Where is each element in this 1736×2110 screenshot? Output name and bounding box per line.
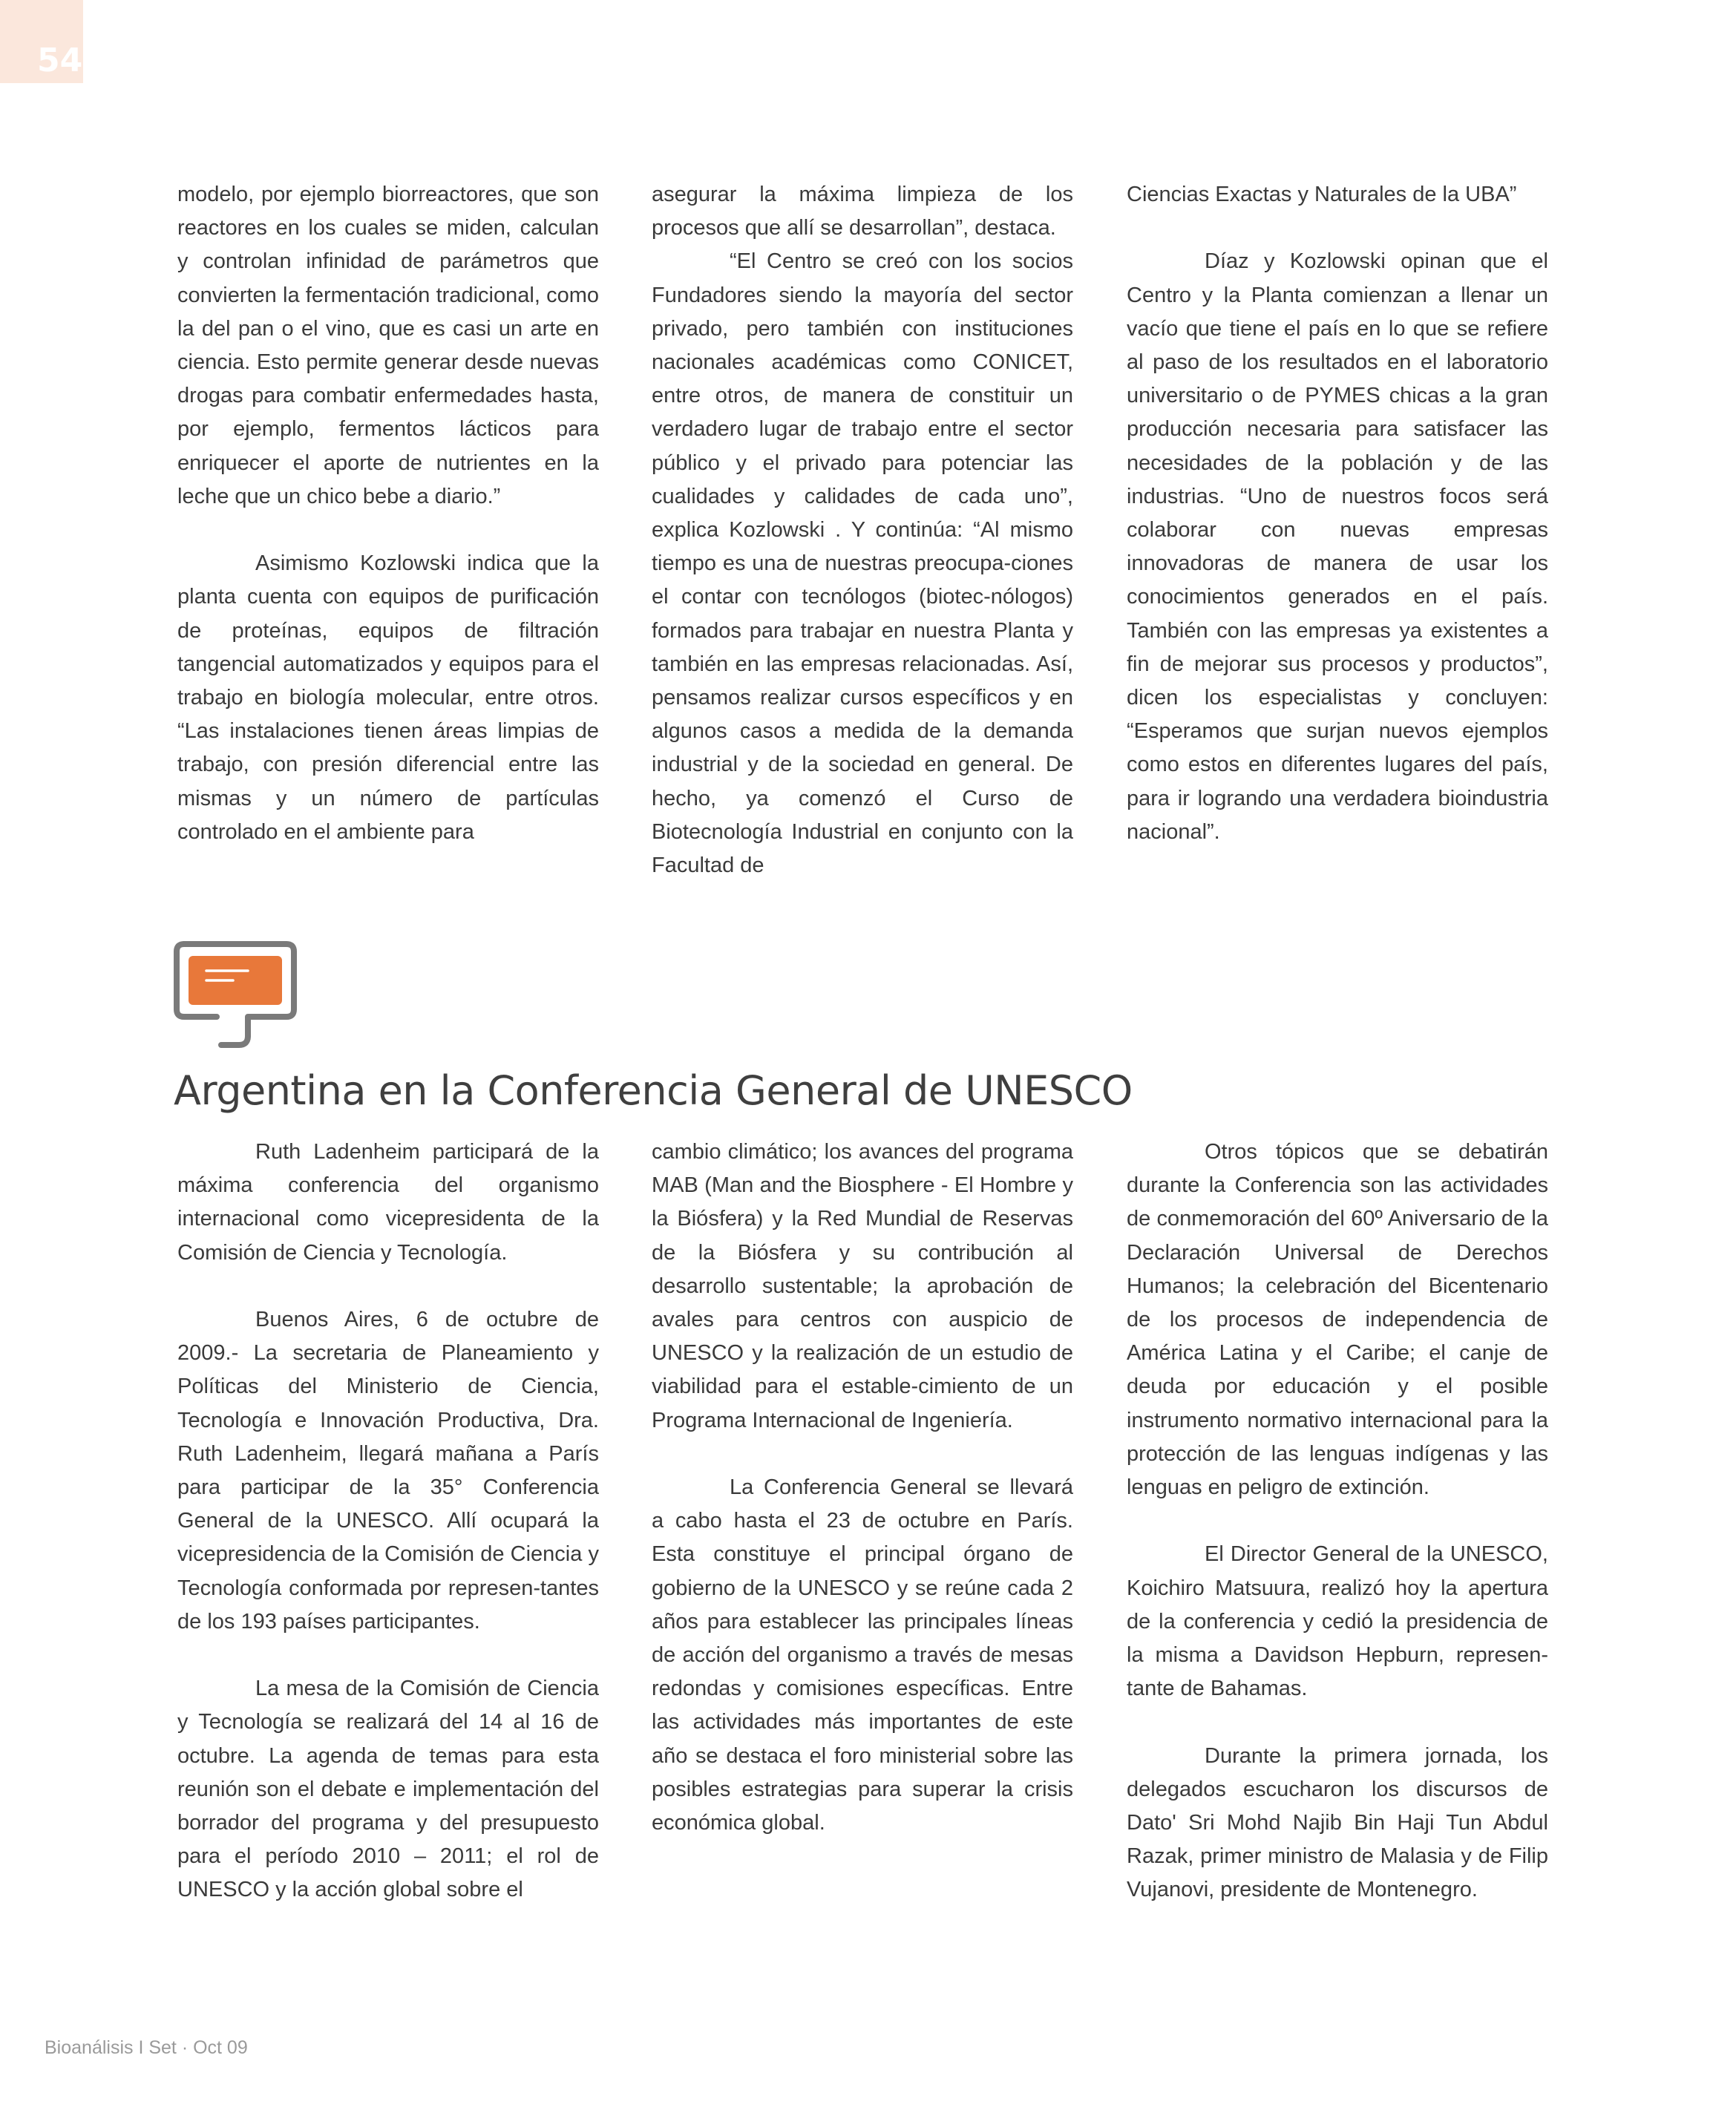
article-title: Argentina en la Conferencia General de UNESCO bbox=[174, 1067, 1133, 1114]
article-column-1 bbox=[177, 1136, 599, 1907]
top-column-3 bbox=[1127, 178, 1548, 849]
paragraph: cambio climático; los avances del programa MAB (Man and the Biosphere - El Hombre y la Biósfera) y la Red Mundial de Reservas de la Biósfera y su contribución al desarrollo sustentable; la aprobación de avales para centros con auspicio de UNESCO y la realización de un estudio de viabilidad para el estable-cimiento de un Programa Internacional de Ingeniería. bbox=[652, 1140, 1073, 1432]
paragraph: La Conferencia General se llevará a cabo hasta el 23 de octubre en París. Esta constituye el principal órgano de gobierno de la UNESCO y se reúne cada 2 años para establecer las principales líneas de acción del organismo a través de mesas redondas y comisiones específicas. Entre las actividades más importantes de este año se destaca el foro ministerial sobre las posibles estrategias para superar la crisis económica global. bbox=[652, 1475, 1073, 1835]
paragraph: Asimismo Kozlowski indica que la planta cuenta con equipos de purificación de proteínas, equipos de filtración tangencial automatizados y equipos para el trabajo en biología molecular, entre otros. “Las instalaciones tienen áreas limpias de trabajo, con presión diferencial entre las mismas y un número de partículas controlado en el ambiente para bbox=[177, 551, 599, 844]
top-column-2 bbox=[652, 178, 1073, 882]
article-column-3 bbox=[1127, 1136, 1548, 1907]
speech-screen-icon bbox=[174, 941, 297, 1049]
paragraph: Buenos Aires, 6 de octubre de 2009.- La secretaria de Planeamiento y Políticas del Ministerio de Ciencia, Tecnología e Innovación Productiva, Dra. Ruth Ladenheim, llegará mañana a París para participar de la 35° Conferencia General de la UNESCO. Allí ocupará la vicepresidencia de la Comisión de Ciencia y Tecnología conformada por represen-tantes de los 193 países participantes. bbox=[177, 1308, 599, 1634]
paragraph: “El Centro se creó con los socios Fundadores siendo la mayoría del sector privado, pero también con instituciones nacionales académicas como CONICET, entre otros, de manera de constituir un verdadero lugar de trabajo entre el sector público y el privado para potenciar las cualidades y calidades de cada uno”, explica Kozlowski . Y continúa: “Al mismo tiempo es una de nuestras preocupa-ciones el contar con tecnólogos (biotec-nólogos) formados para trabajar en nuestra Planta y también en las empresas relacionadas. Así, pensamos realizar cursos específicos y en algunos casos a medida de la demanda industrial y de la sociedad en general. De hecho, ya comenzó el Curso de Biotecnología Industrial en conjunto con la Facultad de bbox=[652, 249, 1073, 878]
top-column-1 bbox=[177, 178, 599, 849]
paragraph: Díaz y Kozlowski opinan que el Centro y la Planta comienzan a llenar un vacío que tiene el país en lo que se refiere al paso de los resultados en el laboratorio universitario o de PYMES chicas a la gran producción necesaria para satisfacer las necesidades de la población y de las industrias. “Uno de nuestros focos será colaborar con nuevas empresas innovadoras de manera de usar los conocimientos generados en el país. También con las empresas ya existentes a fin de mejorar sus procesos y productos”, dicen los especialistas y concluyen: “Esperamos que surjan nuevos ejemplos como estos en diferentes lugares del país, para ir logrando una verdadera bioindustria nacional”. bbox=[1127, 249, 1548, 844]
paragraph: Durante la primera jornada, los delegados escucharon los discursos de Dato' Sri Mohd Najib Bin Haji Tun Abdul Razak, primer ministro de Malasia y de Filip Vujanovi, presidente de Montenegro. bbox=[1127, 1743, 1548, 1902]
paragraph: Ruth Ladenheim participará de la máxima conferencia del organismo internacional como vicepresidenta de la Comisión de Ciencia y Tecnología. bbox=[177, 1140, 599, 1265]
article-column-2 bbox=[652, 1136, 1073, 1840]
paragraph: La mesa de la Comisión de Ciencia y Tecnología se realizará del 14 al 16 de octubre. La agenda de temas para esta reunión son el debate e implementación del borrador del programa y del presupuesto para el período 2010 – 2011; el rol de UNESCO y la acción global sobre el bbox=[177, 1677, 599, 1902]
page-number: 54 bbox=[37, 42, 83, 79]
paragraph: El Director General de la UNESCO, Koichiro Matsuura, realizó hoy la apertura de la conferencia y cedió la presidencia de la misma a Davidson Hepburn, represen-tante de Bahamas. bbox=[1127, 1542, 1548, 1701]
paragraph: asegurar la máxima limpieza de los procesos que allí se desarrollan”, destaca. bbox=[652, 183, 1073, 240]
footer-publication: Bioanálisis I Set · Oct 09 bbox=[45, 2037, 248, 2058]
paragraph: Ciencias Exactas y Naturales de la UBA” bbox=[1127, 183, 1517, 206]
paragraph: modelo, por ejemplo biorreactores, que son reactores en los cuales se miden, calculan y controlan infinidad de parámetros que convierten la fermentación tradicional, como la del pan o el vino, que es casi un arte en ciencia. Esto permite generar desde nuevas drogas para combatir enfermedades hasta, por ejemplo, fermentos lácticos para enriquecer el aporte de nutrientes en la leche que un chico bebe a diario.” bbox=[177, 183, 599, 508]
paragraph: Otros tópicos que se debatirán durante la Conferencia son las actividades de conmemoración del 60º Aniversario de la Declaración Universal de Derechos Humanos; la celebración del Bicentenario de los procesos de independencia de América Latina y el Caribe; el canje de deuda por educación y el posible instrumento normativo internacional para la protección de las lenguas indígenas y las lenguas en peligro de extinción. bbox=[1127, 1140, 1548, 1500]
